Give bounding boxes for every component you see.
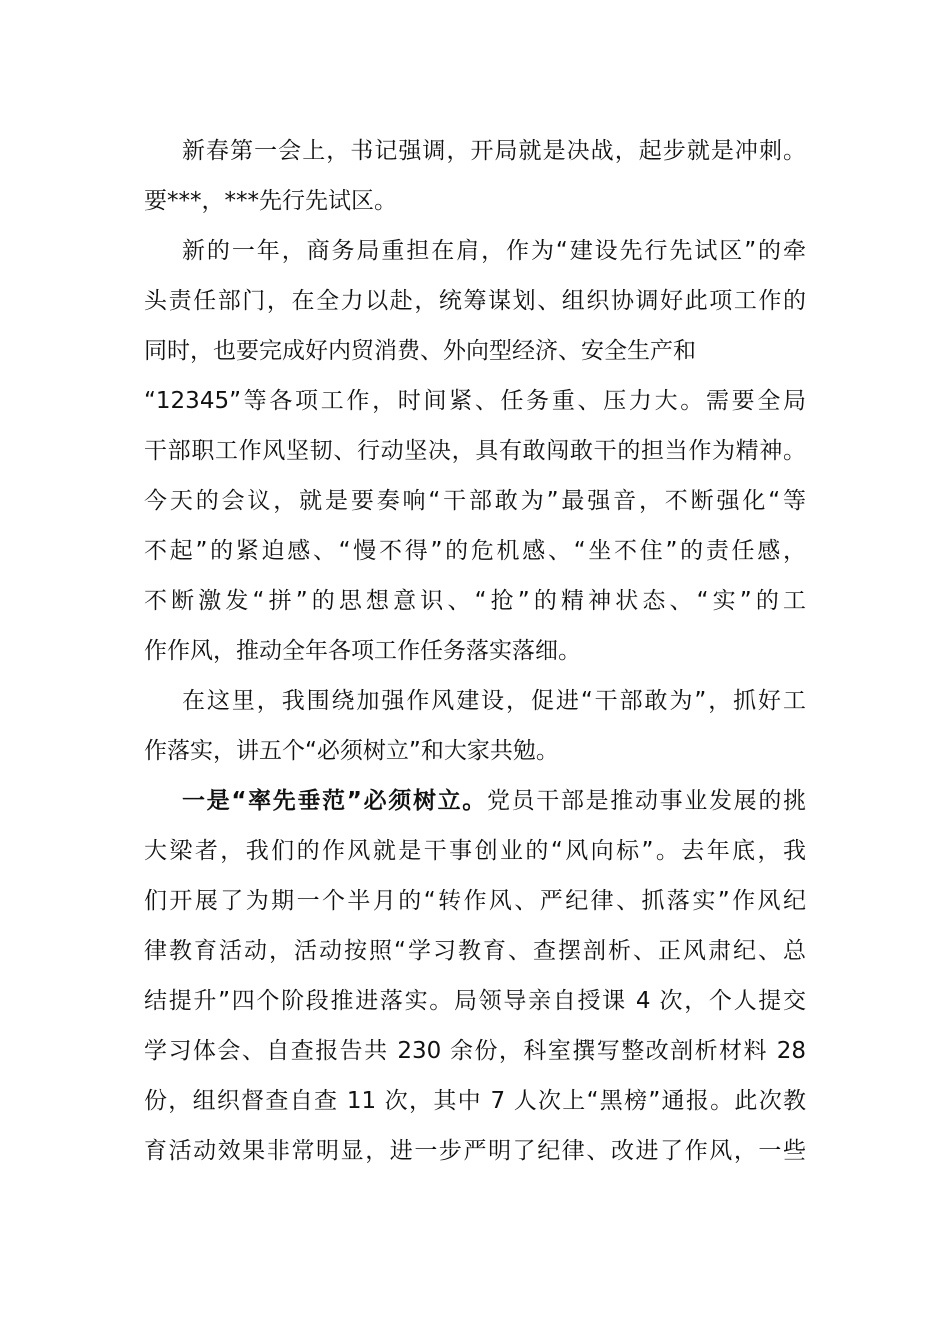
paragraph-1 <box>144 126 806 226</box>
paragraph-line: 份，组织督查自查 11 次，其中 7 人次上“黑榜”通报。此次教 <box>144 1088 806 1114</box>
paragraph-line: 干部职工作风坚韧、行动坚决，具有敢闯敢干的担当作为精神。 <box>144 438 806 464</box>
paragraph-line: 新的一年，商务局重担在肩，作为“建设先行先试区”的牵 <box>182 238 806 264</box>
paragraph-line: 同时，也要完成好内贸消费、外向型经济、安全生产和 <box>144 338 696 364</box>
paragraph-line: 在这里，我围绕加强作风建设，促进“干部敢为”，抓好工 <box>182 688 806 714</box>
paragraph-3 <box>144 676 806 776</box>
paragraph-line: 律教育活动，活动按照“学习教育、查摆剖析、正风肃纪、总 <box>144 938 806 964</box>
paragraph-line: 结提升”四个阶段推进落实。局领导亲自授课 4 次，个人提交 <box>144 988 806 1014</box>
paragraph-line: 作落实，讲五个“必须树立”和大家共勉。 <box>144 738 559 764</box>
paragraph-line: 大梁者，我们的作风就是干事创业的“风向标”。去年底，我 <box>144 838 806 864</box>
paragraph-line: 育活动效果非常明显，进一步严明了纪律、改进了作风，一些 <box>144 1138 806 1164</box>
paragraph-line: “12345”等各项工作，时间紧、任务重、压力大。需要全局 <box>144 388 806 414</box>
section-heading-lead: 一是“率先垂范”必须树立。 <box>182 788 487 814</box>
paragraph-line: 头责任部门，在全力以赴，统筹谋划、组织协调好此项工作的 <box>144 288 806 314</box>
document-body <box>144 126 806 1176</box>
paragraph-line: 要***，***先行先试区。 <box>144 188 397 214</box>
paragraph-line: 们开展了为期一个半月的“转作风、严纪律、抓落实”作风纪 <box>144 888 806 914</box>
paragraph-line: 不断激发“拼”的思想意识、“抢”的精神状态、“实”的工 <box>144 588 806 614</box>
paragraph-line: 新春第一会上，书记强调，开局就是决战，起步就是冲刺。 <box>182 138 806 164</box>
paragraph-line: 作作风，推动全年各项工作任务落实落细。 <box>144 638 581 664</box>
paragraph-line: 不起”的紧迫感、“慢不得”的危机感、“坐不住”的责任感， <box>144 538 806 564</box>
paragraph-line: 学习体会、自查报告共 230 余份，科室撰写整改剖析材料 28 <box>144 1038 806 1064</box>
paragraph-line-rest: 党员干部是推动事业发展的挑 <box>486 788 807 814</box>
paragraph-4 <box>144 776 806 1176</box>
paragraph-line: 今天的会议，就是要奏响“干部敢为”最强音，不断强化“等 <box>144 488 806 514</box>
paragraph-2 <box>144 226 806 676</box>
paragraph-first-line <box>144 776 806 826</box>
